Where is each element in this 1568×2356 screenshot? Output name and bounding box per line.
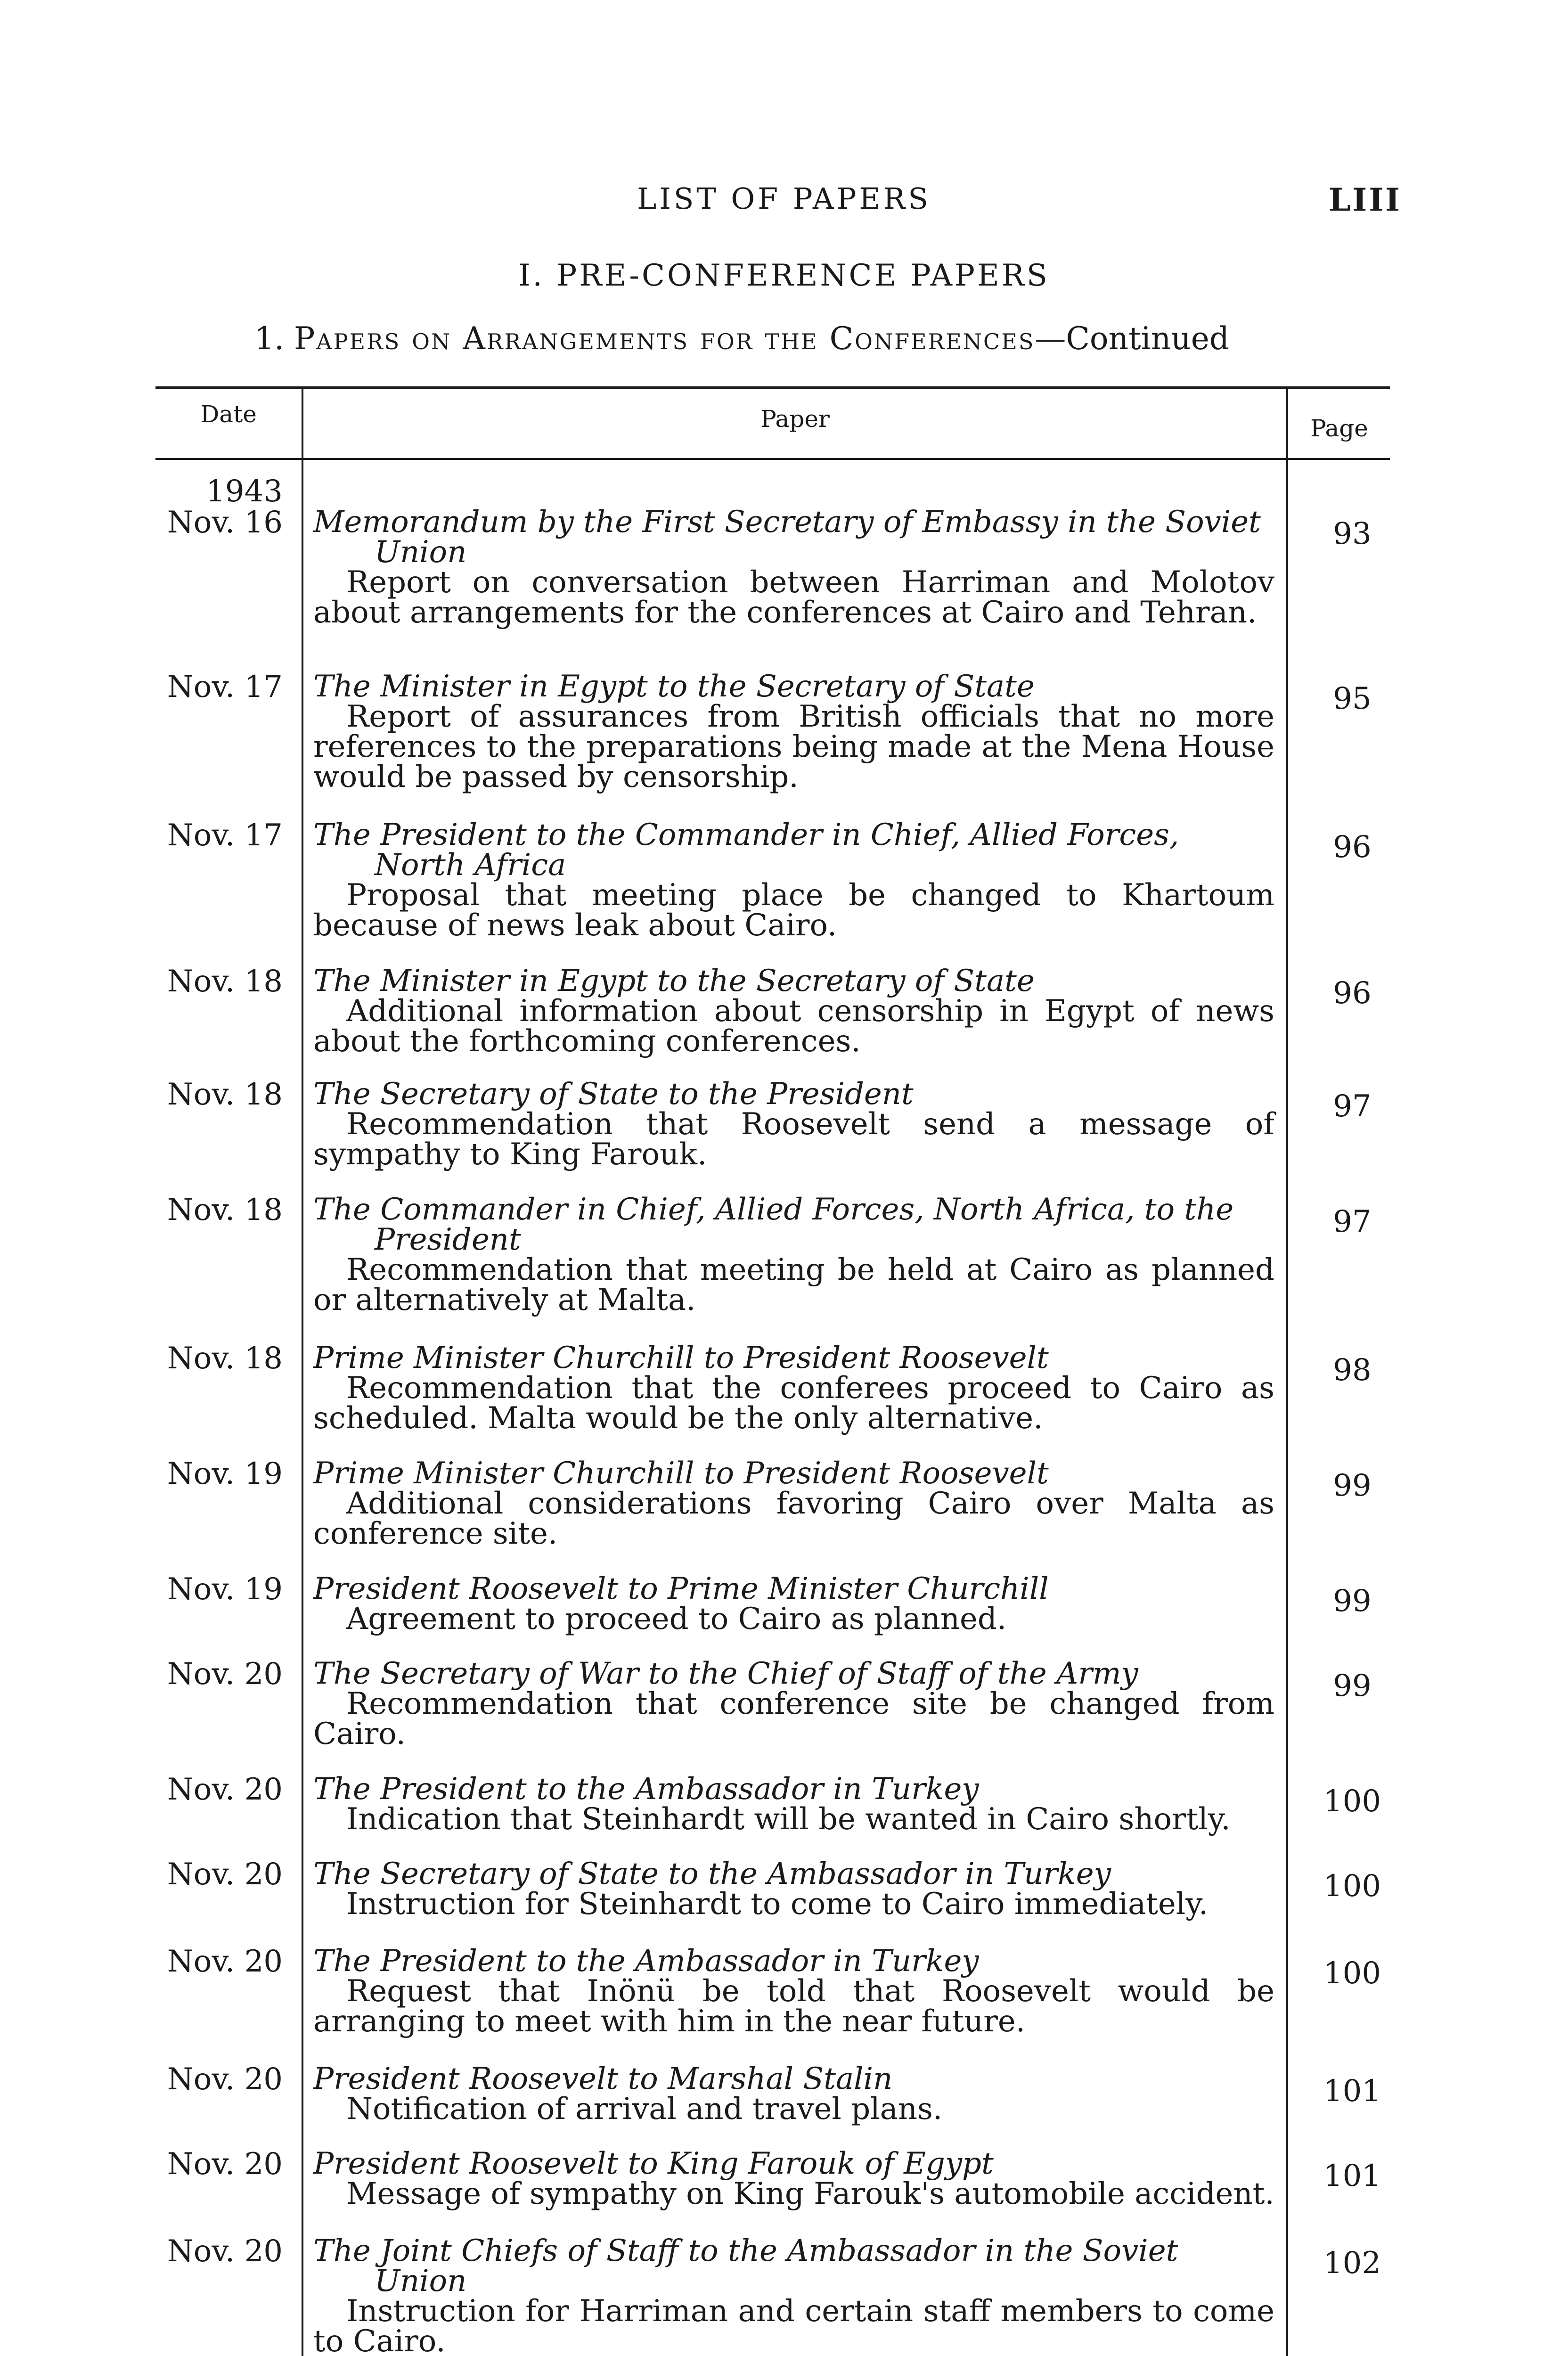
subsection-number: 1.	[254, 320, 284, 357]
row-page-number: 95	[1333, 681, 1372, 716]
row-date	[141, 2149, 283, 2180]
paper-summary: Additional considerations favoring Cairo over Malta as conference site.	[313, 1486, 1274, 1551]
row-date	[141, 1574, 283, 1605]
paper-column-header: Paper	[760, 405, 830, 433]
paper-summary: Recommendation that Roosevelt send a message of sympathy to King Farouk.	[313, 1107, 1274, 1172]
row-date-text: Nov. 20	[167, 2234, 283, 2269]
paper-title: The Minister in Egypt to the Secretary of State	[313, 669, 1035, 704]
paper-summary: Message of sympathy on King Farouk's automobile accident.	[346, 2176, 1274, 2211]
paper-title: The President to the Ambassador in Turkey	[313, 1944, 979, 1979]
row-paper	[313, 1341, 1274, 1436]
page-folio: LIII	[1329, 181, 1402, 218]
row-page-number: 97	[1333, 1204, 1372, 1239]
row-date-text: Nov. 18	[167, 964, 283, 999]
paper-summary: Recommendation that meeting be held at Cairo as planned or alternatively at Malta.	[313, 1252, 1274, 1317]
paper-title: Memorandum by the First Secretary of Embassy in the Soviet Union	[313, 505, 1261, 570]
row-paper	[313, 507, 1274, 628]
row-date	[141, 1458, 283, 1489]
date-column-divider	[302, 387, 303, 2356]
row-date-text: Nov. 20	[167, 1772, 283, 1807]
row-date-text: Nov. 20	[167, 2147, 283, 2182]
row-date	[141, 820, 283, 851]
paper-title: Prime Minister Churchill to President Roosevelt	[313, 1456, 1049, 1491]
row-date-text: Nov. 17	[167, 818, 283, 853]
row-page-number: 99	[1333, 1468, 1372, 1503]
row-page-number: 93	[1333, 516, 1372, 551]
row-paper	[313, 2233, 1274, 2356]
paper-summary: Instruction for Steinhardt to come to Cairo immediately.	[346, 1887, 1209, 1922]
page-column-header: Page	[1310, 415, 1368, 442]
paper-title: Prime Minister Churchill to President Roosevelt	[313, 1341, 1049, 1375]
row-date-text: Nov. 20	[167, 2062, 283, 2097]
row-page-number: 100	[1323, 1869, 1381, 1904]
subsection-title	[254, 320, 1338, 357]
row-paper	[313, 2146, 1274, 2211]
paper-title: President Roosevelt to Marshal Stalin	[313, 2062, 893, 2096]
row-date	[141, 1194, 283, 1226]
page-column-divider	[1286, 387, 1288, 2356]
row-page-number: 100	[1323, 1956, 1381, 1991]
subsection-name: Papers on Arrangements for the Conferences	[294, 320, 1035, 357]
paper-title: President Roosevelt to King Farouk of Egypt	[313, 2146, 994, 2181]
paper-summary: Agreement to proceed to Cairo as planned.	[346, 1602, 1007, 1636]
row-date	[141, 1774, 283, 1805]
paper-summary: Instruction for Harriman and certain staff members to come to Cairo.	[313, 2294, 1274, 2356]
paper-title: The Joint Chiefs of Staff to the Ambassador in the Soviet Union	[313, 2233, 1178, 2299]
row-paper	[313, 1946, 1274, 2037]
date-column-header: Date	[200, 401, 257, 428]
row-paper	[313, 2062, 1274, 2127]
paper-title: The Secretary of State to the Ambassador in Turkey	[313, 1857, 1111, 1891]
row-paper	[313, 1458, 1274, 1549]
paper-title: The Commander in Chief, Allied Forces, North Africa, to the President	[313, 1192, 1234, 1257]
paper-title: The President to the Commander in Chief, Allied Forces, North Africa	[313, 818, 1179, 883]
row-page-number: 101	[1323, 2074, 1381, 2109]
row-date	[141, 966, 283, 997]
paper-summary: Report of assurances from British officials that no more references to the preparations being made at the Mena House would be passed by censorship.	[313, 699, 1274, 794]
row-date-text: Nov. 19	[167, 1456, 283, 1491]
row-paper	[313, 1571, 1274, 1636]
row-paper	[313, 1772, 1274, 1837]
row-page-number: 97	[1333, 1089, 1372, 1124]
paper-summary: Notification of arrival and travel plans.	[346, 2092, 943, 2127]
row-page-number: 99	[1333, 1669, 1372, 1703]
row-paper	[313, 820, 1274, 941]
subsection-suffix: —Continued	[1035, 320, 1230, 357]
section-title: I. PRE-CONFERENCE PAPERS	[518, 258, 1050, 293]
table-head-rule	[155, 458, 1390, 460]
row-date-text: Nov. 19	[167, 1572, 283, 1607]
row-date-text: Nov. 18	[167, 1077, 283, 1112]
row-date	[141, 1343, 283, 1374]
row-paper	[313, 1079, 1274, 1170]
running-head: LIST OF PAPERS	[637, 181, 931, 216]
paper-summary: Indication that Steinhardt will be wanted in Cairo shortly.	[346, 1802, 1231, 1837]
row-paper	[313, 1656, 1274, 1751]
paper-summary: Recommendation that the conferees proceed to Cairo as scheduled. Malta would be the only alternative.	[313, 1371, 1274, 1436]
row-date	[141, 1946, 283, 1977]
row-date-text: Nov. 20	[167, 1657, 283, 1692]
paper-summary: Request that Inönü be told that Roosevelt would be arranging to meet with him in the near future.	[313, 1974, 1274, 2039]
paper-title: The President to the Ambassador in Turkey	[313, 1772, 979, 1807]
row-page-number: 100	[1323, 1784, 1381, 1819]
row-page-number: 96	[1333, 976, 1372, 1011]
row-date-text: Nov. 20	[167, 1857, 283, 1892]
row-date	[141, 1079, 283, 1110]
paper-summary: Proposal that meeting place be changed to Khartoum because of news leak about Cairo.	[313, 878, 1274, 943]
table-top-rule	[155, 386, 1390, 389]
row-date-text: Nov. 17	[167, 670, 283, 704]
row-page-number: 96	[1333, 830, 1372, 865]
row-paper	[313, 964, 1274, 1059]
row-date-text: Nov. 20	[167, 1944, 283, 1979]
paper-summary: Additional information about censorship in Egypt of news about the forthcoming conferences.	[313, 994, 1274, 1059]
row-date-text: Nov. 18	[167, 1193, 283, 1227]
row-date-text: Nov. 18	[167, 1341, 283, 1376]
paper-title: The Minister in Egypt to the Secretary of State	[313, 964, 1035, 998]
paper-title: The Secretary of War to the Chief of Staff of the Army	[313, 1656, 1138, 1691]
row-date	[141, 671, 283, 703]
row-page-number: 98	[1333, 1353, 1372, 1388]
row-year: 1943	[206, 474, 283, 509]
row-page-number: 101	[1323, 2159, 1381, 2193]
row-paper	[313, 671, 1274, 792]
row-date	[141, 476, 283, 538]
row-paper	[313, 1857, 1274, 1922]
row-page-number: 99	[1333, 1584, 1372, 1619]
paper-title: The Secretary of State to the President	[313, 1077, 914, 1112]
row-date	[141, 2236, 283, 2267]
row-date-text: Nov. 16	[167, 505, 283, 540]
row-page-number: 102	[1323, 2246, 1381, 2281]
row-date	[141, 1859, 283, 1890]
paper-summary: Report on conversation between Harriman and Molotov about arrangements for the conferences at Cairo and Tehran.	[313, 565, 1274, 630]
row-paper	[313, 1194, 1274, 1315]
paper-summary: Recommendation that conference site be changed from Cairo.	[313, 1686, 1274, 1751]
row-date	[141, 1659, 283, 1690]
paper-title: President Roosevelt to Prime Minister Churchill	[313, 1571, 1049, 1606]
row-date	[141, 2064, 283, 2095]
